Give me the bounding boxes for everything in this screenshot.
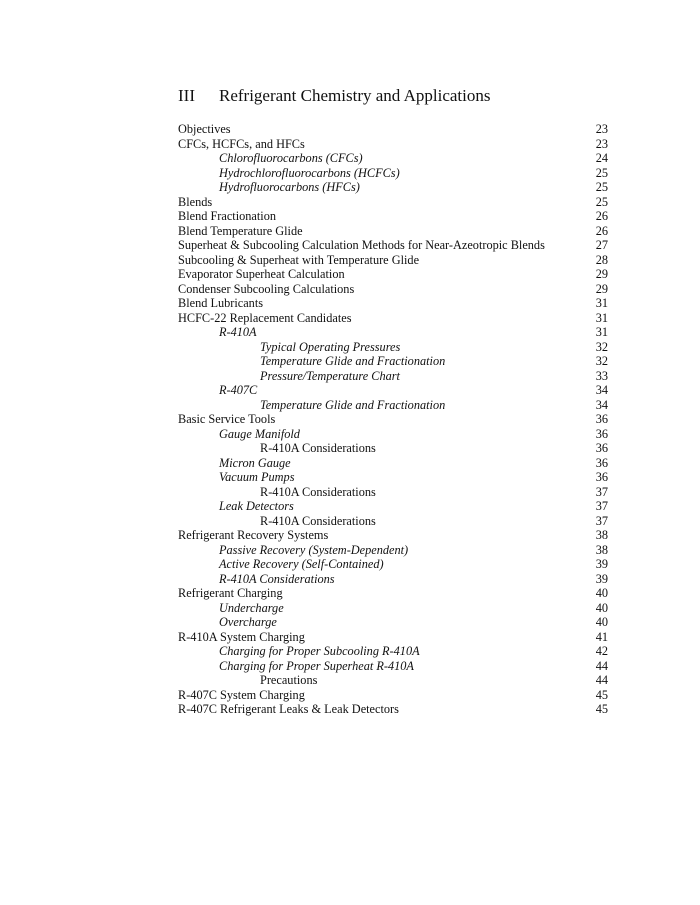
toc-entry[interactable] <box>178 528 608 543</box>
toc-entry[interactable] <box>178 702 608 717</box>
toc-entry-title: R-410A Considerations <box>260 513 376 528</box>
chapter-heading <box>178 85 490 107</box>
toc-entry-page-number: 45 <box>595 702 608 716</box>
toc-entry-title: R-407C Refrigerant Leaks & Leak Detectors <box>178 702 399 716</box>
toc-entry[interactable] <box>178 543 608 558</box>
toc-entry-title: Vacuum Pumps <box>219 470 295 484</box>
toc-entry-title: Temperature Glide and Fractionation <box>260 354 446 368</box>
toc-entry[interactable] <box>178 673 608 688</box>
toc-entry-page-number: 31 <box>595 310 608 325</box>
toc-entry-title: Subcooling & Superheat with Temperature Glide <box>178 252 420 267</box>
toc-entry-title: Hydrofluorocarbons (HFCs) <box>219 180 360 194</box>
toc-entry-title: Refrigerant Charging <box>178 586 283 600</box>
toc-entry-title: Leak Detectors <box>219 499 294 513</box>
toc-entry-title: Active Recovery (Self-Contained) <box>219 557 384 571</box>
toc-entry-page-number: 36 <box>595 412 608 426</box>
toc-entry-title: Blend Temperature Glide <box>178 223 303 238</box>
toc-entry[interactable] <box>178 311 608 326</box>
toc-entry-page-number: 34 <box>595 397 608 412</box>
toc-entry[interactable] <box>178 340 608 355</box>
toc-entry[interactable] <box>178 369 608 384</box>
toc-entry-title: Micron Gauge <box>219 455 291 470</box>
toc-entry-page-number: 31 <box>595 296 608 310</box>
toc-entry-page-number: 23 <box>595 122 608 136</box>
toc-entry-title: Evaporator Superheat Calculation <box>178 267 345 281</box>
toc-entry-title: Gauge Manifold <box>219 426 300 441</box>
toc-entry-page-number: 36 <box>595 426 608 441</box>
toc-entry[interactable] <box>178 325 608 340</box>
toc-entry-title: Charging for Proper Subcooling R-410A <box>219 644 420 658</box>
toc-entry[interactable] <box>178 485 608 500</box>
toc-entry-title: Pressure/Temperature Chart <box>260 368 400 383</box>
toc-entry[interactable] <box>178 659 608 674</box>
toc-entry-page-number: 37 <box>595 484 608 499</box>
toc-entry-page-number: 36 <box>595 441 608 455</box>
toc-entry-page-number: 31 <box>595 325 608 339</box>
toc-entry-page-number: 27 <box>595 238 608 252</box>
toc-entry-page-number: 29 <box>595 267 608 281</box>
toc-entry-page-number: 34 <box>595 383 608 397</box>
toc-entry-page-number: 41 <box>595 629 608 644</box>
toc-entry[interactable] <box>178 383 608 398</box>
toc-entry-title: Typical Operating Pressures <box>260 339 401 354</box>
toc-entry-title: Precautions <box>260 673 318 687</box>
toc-entry[interactable] <box>178 267 608 282</box>
toc-entry-title: Objectives <box>178 122 231 136</box>
toc-entry-page-number: 40 <box>595 615 608 629</box>
toc-entry-page-number: 42 <box>595 644 608 658</box>
toc-entry[interactable] <box>178 630 608 645</box>
toc-entry-page-number: 32 <box>595 354 608 368</box>
toc-entry-page-number: 37 <box>595 499 608 513</box>
toc-entry[interactable] <box>178 296 608 311</box>
toc-entry-page-number: 39 <box>595 557 608 571</box>
toc-entry-title: CFCs, HCFCs, and HFCs <box>178 136 305 151</box>
toc-entry-page-number: 32 <box>595 339 608 354</box>
toc-entry-title: Charging for Proper Superheat R-410A <box>219 658 414 673</box>
toc-entry-title: R-407C <box>219 383 258 397</box>
toc-entry-page-number: 24 <box>595 151 608 165</box>
toc-entry[interactable] <box>178 456 608 471</box>
toc-entry[interactable] <box>178 253 608 268</box>
toc-entry[interactable] <box>178 688 608 703</box>
toc-entry[interactable] <box>178 586 608 601</box>
toc-entry-title: Superheat & Subcooling Calculation Methods for Near-Azeotropic Blends <box>178 238 545 252</box>
toc-entry[interactable] <box>178 238 608 253</box>
toc-entry-page-number: 44 <box>595 658 608 673</box>
toc-entry[interactable] <box>178 224 608 239</box>
toc-entry-page-number: 25 <box>595 194 608 209</box>
toc-entry[interactable] <box>178 412 608 427</box>
toc-entry-page-number: 23 <box>595 136 608 151</box>
toc-entry-page-number: 33 <box>595 368 608 383</box>
toc-entry-title: Chlorofluorocarbons (CFCs) <box>219 151 363 165</box>
toc-entry-page-number: 26 <box>595 209 608 223</box>
toc-entry-page-number: 25 <box>595 165 608 180</box>
toc-entry[interactable] <box>178 427 608 442</box>
toc-entry[interactable] <box>178 137 608 152</box>
toc-entry[interactable] <box>178 282 608 297</box>
toc-entry-page-number: 38 <box>595 542 608 557</box>
toc-entry-title: R-410A Considerations <box>260 484 376 499</box>
toc-entry[interactable] <box>178 398 608 413</box>
toc-entry-page-number: 29 <box>595 281 608 296</box>
toc-entry[interactable] <box>178 195 608 210</box>
toc-entry-title: R-407C System Charging <box>178 687 305 702</box>
toc-entry[interactable] <box>178 354 608 369</box>
chapter-number: III <box>178 86 195 105</box>
toc-entry-title: R-410A Considerations <box>260 441 376 455</box>
toc-entry-title: Blend Lubricants <box>178 296 264 310</box>
toc-entry-page-number: 26 <box>595 223 608 238</box>
toc-entry-page-number: 25 <box>595 180 608 194</box>
toc-entry-title: R-410A <box>219 325 257 339</box>
toc-entry[interactable] <box>178 209 608 224</box>
toc-entry-title: Blend Fractionation <box>178 209 277 223</box>
toc-entry[interactable] <box>178 644 608 659</box>
toc-entry-title: R-410A System Charging <box>178 629 305 644</box>
toc-entry[interactable] <box>178 180 608 195</box>
toc-entry-title: HCFC-22 Replacement Candidates <box>178 310 352 325</box>
toc-entry-page-number: 44 <box>595 673 608 687</box>
toc-entry-title: Refrigerant Recovery Systems <box>178 528 329 542</box>
toc-entry[interactable] <box>178 166 608 181</box>
toc-entry[interactable] <box>178 499 608 514</box>
toc-entry-page-number: 40 <box>595 586 608 600</box>
toc-entry-page-number: 28 <box>595 252 608 267</box>
toc-entry-title: Undercharge <box>219 600 284 615</box>
toc-entry[interactable] <box>178 615 608 630</box>
toc-entry-title: Passive Recovery (System-Dependent) <box>219 542 409 557</box>
toc-entry-title: Hydrochlorofluorocarbons (HCFCs) <box>219 165 400 180</box>
toc-entry-page-number: 37 <box>595 513 608 528</box>
toc-entry[interactable] <box>178 122 608 137</box>
toc-entry-page-number: 40 <box>595 600 608 615</box>
toc-entry-page-number: 38 <box>595 528 608 542</box>
toc-entry-title: Basic Service Tools <box>178 412 276 426</box>
chapter-title: Refrigerant Chemistry and Applications <box>219 86 491 105</box>
toc-entry-page-number: 45 <box>595 687 608 702</box>
toc-entry-title: Blends <box>178 194 213 209</box>
toc-entry-page-number: 36 <box>595 470 608 484</box>
toc-entry-page-number: 36 <box>595 455 608 470</box>
toc-entry-title: Overcharge <box>219 615 277 629</box>
toc-entry-title: R-410A Considerations <box>219 571 335 586</box>
toc-entry[interactable] <box>178 441 608 456</box>
toc-entry[interactable] <box>178 557 608 572</box>
toc-entry[interactable] <box>178 514 608 529</box>
toc-entry[interactable] <box>178 572 608 587</box>
toc-entry[interactable] <box>178 470 608 485</box>
table-of-contents <box>178 122 608 717</box>
toc-entry-page-number: 39 <box>595 571 608 586</box>
toc-entry-title: Condenser Subcooling Calculations <box>178 281 355 296</box>
toc-entry[interactable] <box>178 601 608 616</box>
toc-entry-title: Temperature Glide and Fractionation <box>260 397 446 412</box>
toc-entry[interactable] <box>178 151 608 166</box>
